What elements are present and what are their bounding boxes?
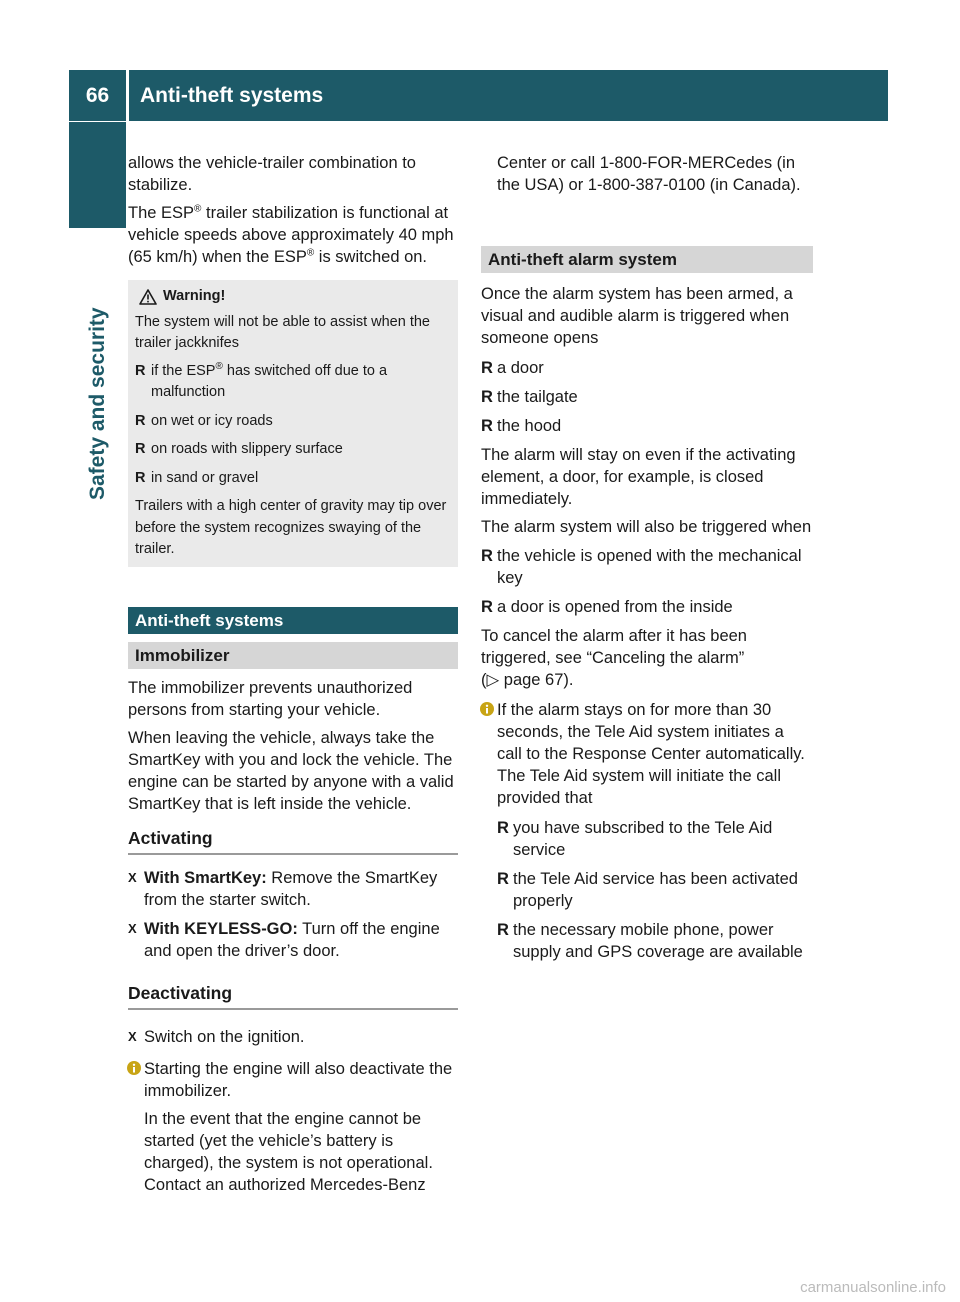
paragraph: When leaving the vehicle, always take the SmartKey with you and lock the vehicle. The engine can be started by anyone with a valid SmartKey that is left inside the vehicle. — [128, 728, 454, 813]
warning-title: Warning! — [163, 288, 226, 304]
paragraph: allows the vehicle-trailer combination to stabilize. — [128, 154, 416, 194]
header-divider — [126, 70, 129, 121]
list-item: R you have subscribed to the Tele Aid service — [497, 819, 773, 859]
list-item: R a door — [481, 359, 544, 377]
info-icon — [480, 702, 494, 716]
list-item: R in sand or gravel — [135, 469, 259, 486]
info-note — [128, 1058, 458, 1196]
warning-outro: Trailers with a high center of gravity may tip over before the system recognizes swaying of the trailer. — [135, 498, 447, 557]
list-item: R on roads with slippery surface — [135, 441, 343, 457]
paragraph: To cancel the alarm after it has been triggered, see “Canceling the alarm” — [481, 627, 747, 667]
paragraph: Once the alarm system has been armed, a visual and audible alarm is triggered when someone opens — [481, 285, 793, 347]
list-item: R the hood — [481, 417, 562, 435]
list-item: R the vehicle is opened with the mechanical key — [481, 547, 802, 587]
side-label — [69, 230, 126, 500]
list-item: R the tailgate — [481, 388, 578, 406]
paragraph: The immobilizer prevents unauthorized persons from starting your vehicle. — [128, 678, 413, 719]
warning-box — [128, 280, 458, 567]
footer-watermark: carmanualsonline.info — [800, 1279, 946, 1296]
list-item: R on wet or icy roads — [135, 412, 273, 429]
list-item: R the Tele Aid service has been activated properly — [497, 870, 798, 910]
right-column — [481, 152, 813, 970]
left-column — [128, 152, 458, 1202]
page-title: Anti-theft systems — [140, 84, 324, 107]
step-item: X Switch on the ignition. — [128, 1027, 305, 1046]
step-item: X With SmartKey: Remove the SmartKey from the starter switch. — [128, 868, 438, 909]
heading-activating: Activating — [128, 827, 458, 855]
info-text: If the alarm stays on for more than 30 seconds, the Tele Aid system initiates a call to the Response Center automatically. The Tele Aid system will initiate the call provided that — [497, 701, 805, 807]
paragraph-esp: The ESP® trailer stabilization is functional at vehicle speeds above approximately 40 mph (65 km/h) when the ESP® is switched on. — [128, 203, 454, 266]
info-continued: Center or call 1-800-FOR-MERCedes (in the USA) or 1-800-387-0100 (in Canada). — [497, 154, 801, 194]
list-item: R a door is opened from the inside — [481, 598, 733, 616]
list-item: R if the ESP® has switched off due to a malfunction — [135, 360, 388, 400]
subsection-heading-immobilizer: Immobilizer — [128, 642, 458, 669]
list-item: R the necessary mobile phone, power supply and GPS coverage are available — [497, 921, 803, 961]
heading-deactivating: Deactivating — [128, 982, 458, 1010]
info-text: In the event that the engine cannot be started (yet the vehicle’s battery is charged), the system is not operational. Contact an authorized Mercedes-Benz — [144, 1109, 433, 1194]
warning-triangle-icon — [139, 289, 157, 305]
info-text: Starting the engine will also deactivate the immobilizer. — [144, 1059, 453, 1100]
side-tab — [69, 122, 126, 228]
subsection-heading-alarm: Anti-theft alarm system — [481, 246, 813, 273]
paragraph: The alarm will stay on even if the activating element, a door, for example, is closed immediately. — [481, 446, 796, 508]
warning-intro: The system will not be able to assist when the trailer jackknifes — [135, 313, 430, 351]
info-icon — [127, 1061, 141, 1075]
page-number: 66 — [85, 84, 110, 107]
info-note — [481, 699, 813, 963]
step-item: X With KEYLESS-GO: Turn off the engine and open the driver’s door. — [128, 919, 440, 960]
section-heading: Anti-theft systems — [128, 607, 458, 634]
page-reference: (▷ page 67). — [481, 671, 574, 689]
warning-heading — [135, 286, 450, 308]
side-label-text: Safety and security — [85, 307, 109, 500]
paragraph: The alarm system will also be triggered when — [481, 518, 812, 536]
